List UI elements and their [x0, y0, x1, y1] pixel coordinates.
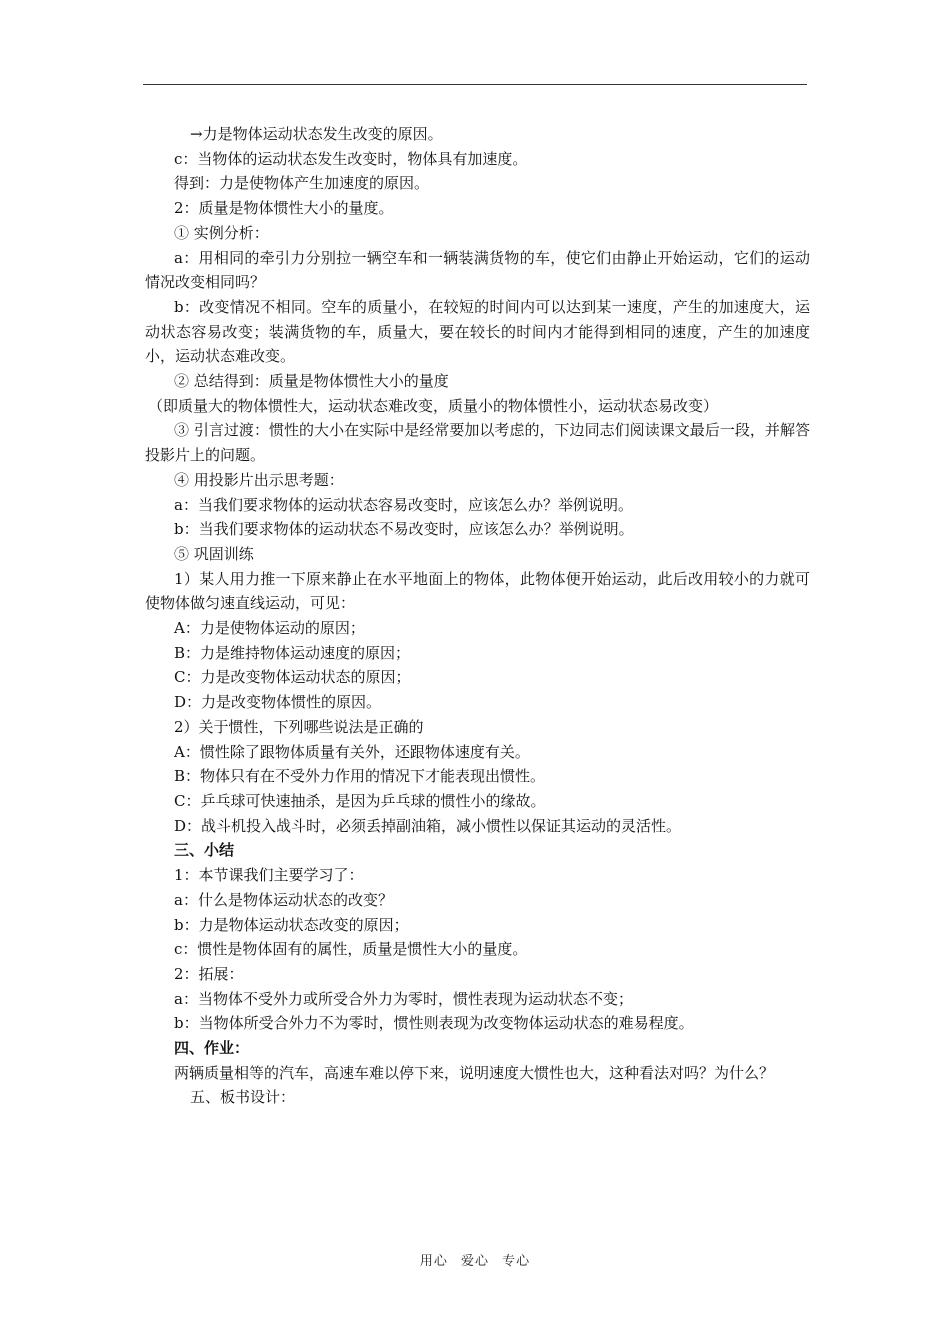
- body-line: 2：质量是物体惯性大小的量度。: [174, 199, 394, 218]
- body-line: a：用相同的牵引力分别拉一辆空车和一辆装满货物的车，使它们由静止开始运动，它们的运动情况改变相同吗？: [145, 248, 810, 292]
- body-line: c：惯性是物体固有的属性，质量是惯性大小的量度。: [174, 940, 528, 959]
- body-line: B：力是维持物体运动速度的原因；: [174, 643, 411, 662]
- header-rule: [143, 84, 807, 85]
- body-line: A：惯性除了跟物体质量有关外，还跟物体速度有关。: [174, 742, 530, 761]
- body-line: 2）关于惯性，下列哪些说法是正确的: [174, 717, 424, 736]
- body-line: 1）某人用力推一下原来静止在水平地面上的物体，此物体便开始运动，此后改用较小的力就可使物体做匀速直线运动，可见：: [145, 569, 810, 613]
- footer-text: 爱心: [460, 1254, 489, 1269]
- section-heading: 五、板书设计：: [190, 1088, 296, 1107]
- body-line: c：当物体的运动状态发生改变时，物体具有加速度。: [174, 149, 528, 168]
- page-footer: [0, 1250, 950, 1269]
- body-line: b：当我们要求物体的运动状态不易改变时，应该怎么办？举例说明。: [174, 520, 634, 539]
- body-line: 2：拓展：: [174, 964, 244, 983]
- body-line: →力是物体运动状态发生改变的原因。: [190, 125, 443, 143]
- section-heading: 三、小结: [174, 841, 235, 860]
- section-heading: 四、作业：: [174, 1039, 250, 1058]
- body-line: D：力是改变物体惯性的原因。: [174, 693, 382, 712]
- body-line: a：什么是物体运动状态的改变？: [174, 890, 393, 909]
- body-line: ② 总结得到：质量是物体惯性大小的量度: [174, 372, 449, 391]
- footer-text: 专心: [502, 1254, 531, 1269]
- body-line: ③ 引言过渡：惯性的大小在实际中是经常要加以考虑的，下边同志们阅读课文最后一段，并解答投影片上的问题。: [145, 421, 810, 465]
- body-line: 1：本节课我们主要学习了：: [174, 866, 364, 885]
- body-line: （即质量大的物体惯性大，运动状态难改变，质量小的物体惯性小，运动状态易改变）: [148, 396, 719, 415]
- body-line: b：改变情况不相同。空车的质量小，在较短的时间内可以达到某一速度，产生的加速度大，运动状态容易改变；装满货物的车，质量大，要在较长的时间内才能得到相同的速度，产生的加速度小，运动状态难改变。: [145, 297, 810, 366]
- body-line: C：乒乓球可快速抽杀，是因为乒乓球的惯性小的缘故。: [174, 791, 546, 810]
- body-line: B：物体只有在不受外力作用的情况下才能表现出惯性。: [174, 767, 546, 786]
- footer-text: 用心: [419, 1254, 448, 1269]
- body-line: D：战斗机投入战斗时，必须丢掉副油箱，减小惯性以保证其运动的灵活性。: [174, 816, 682, 835]
- body-line: a：当物体不受外力或所受合外力为零时，惯性表现为运动状态不变；: [174, 989, 633, 1008]
- body-line: a：当我们要求物体的运动状态容易改变时，应该怎么办？举例说明。: [174, 495, 633, 514]
- body-line: ⑤ 巩固训练: [174, 544, 254, 563]
- body-line: 得到：力是使物体产生加速度的原因。: [174, 174, 430, 193]
- body-line: A：力是使物体运动的原因；: [174, 619, 365, 638]
- body-line: ① 实例分析：: [174, 223, 269, 242]
- body-line: 两辆质量相等的汽车，高速车难以停下来，说明速度大惯性也大，这种看法对吗？为什么？: [174, 1063, 775, 1082]
- document-body: [145, 122, 810, 1110]
- body-line: b：力是物体运动状态改变的原因；: [174, 915, 409, 934]
- body-line: C：力是改变物体运动状态的原因；: [174, 668, 411, 687]
- body-line: ④ 用投影片出示思考题：: [174, 470, 344, 489]
- body-line: b：当物体所受合外力不为零时，惯性则表现为改变物体运动状态的难易程度。: [174, 1014, 694, 1033]
